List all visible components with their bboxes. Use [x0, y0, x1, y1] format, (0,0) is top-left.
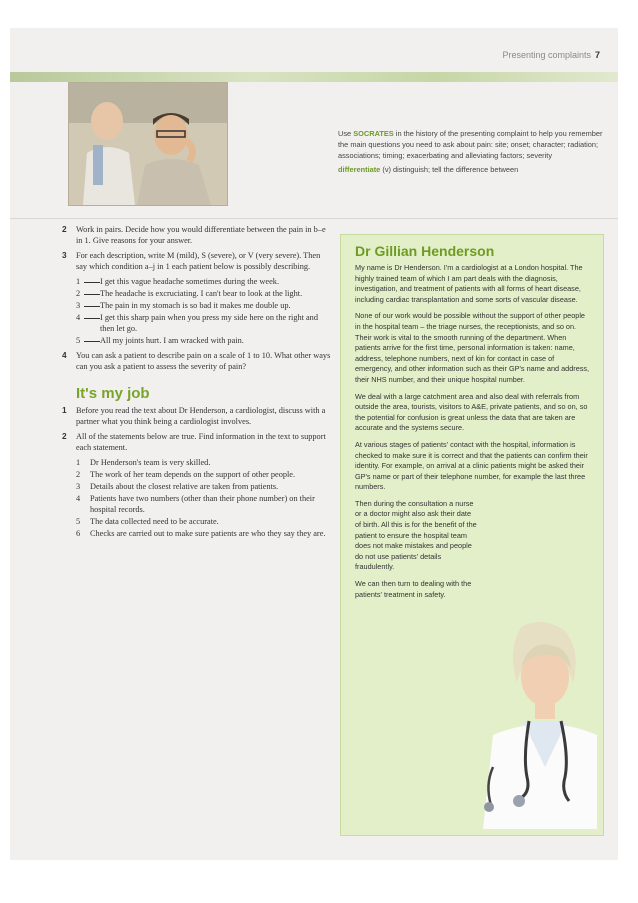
glossary-differentiate: differentiate (v) distinguish; tell the difference between	[338, 165, 519, 174]
profile-box	[340, 234, 604, 836]
list-item: 1 Dr Henderson's team is very skilled.	[76, 458, 211, 467]
list-item: 3 Details about the closest relative are taken from patients.	[76, 482, 279, 491]
list-item: 4 I get this sharp pain when you press my side here on the right and then let go.	[76, 313, 318, 333]
textbook-page	[10, 28, 618, 860]
profile-text	[341, 263, 603, 600]
answer-blank[interactable]	[84, 306, 100, 307]
answer-blank[interactable]	[84, 282, 100, 283]
exercises-column	[62, 224, 332, 543]
socrates-tip: Use SOCRATES in the history of the presenting complaint to help you remember the main questions you need to ask about pain: site; onset; character; radiation; associations; timing; exacerbating and alleviating factors; severity	[338, 129, 603, 160]
statements-list	[62, 457, 332, 539]
list-item: 2 The work of her team depends on the support of other people.	[76, 470, 296, 479]
profile-paragraph: We deal with a large catchment area and also deal with referrals from outside the area, tourists, visitors to A&E, private patients, and so on, so the potential for confusion is great unless the data that are taken are accurate and the systems secure.	[355, 391, 588, 433]
list-item: 5 All my joints hurt. I am wracked with pain.	[76, 336, 244, 345]
profile-name: Dr Gillian Henderson	[355, 243, 495, 259]
profile-paragraph: My name is Dr Henderson. I'm a cardiologist at a London hospital. The highly trained team of which I am part deals with the diagnosis, investigation, and treatment of patients with all forms of heart disease, including cardiac transplantation and some sorts of vascular disease.	[355, 263, 583, 304]
profile-paragraph: We can then turn to dealing with the patients' treatment in safety.	[355, 579, 472, 599]
list-item: 5 The data collected need to be accurate.	[76, 517, 219, 526]
running-head: Presenting complaints 7	[502, 50, 600, 60]
doctor-portrait	[469, 617, 597, 829]
consultation-photo	[68, 82, 228, 206]
exercise-3-items	[62, 276, 332, 346]
answer-blank[interactable]	[84, 341, 100, 342]
header-banner	[10, 72, 618, 82]
list-item: 4 Patients have two numbers (other than their phone number) on their hospital records.	[76, 494, 315, 514]
tip-box	[338, 128, 608, 178]
job-exercise-2: 2 All of the statements below are true. Find information in the text to support each statement.	[62, 431, 326, 452]
exercise-2: 2 Work in pairs. Decide how you would differentiate between the pain in b–e in 1. Give reasons for your answer.	[62, 224, 326, 245]
answer-blank[interactable]	[84, 294, 100, 295]
list-item: 2 The headache is excruciating. I can't bear to look at the light.	[76, 289, 303, 298]
profile-paragraph: None of our work would be possible without the support of other people in the hospital team – the triage nurses, the receptionists, and so on. Their work is vital to the smooth running of the department. When patients arrive for the first time, personal information is taken: name, address, telephone numbers, next of kin for contact in case of emergency, and other information such as their GP's name and address, their NHS number, and their unique hospital number.	[355, 311, 590, 384]
exercise-3: 3 For each description, write M (mild), S (severe), or V (very severe). Then say which condition a–j in 1 each patient below is possibly describing.	[62, 250, 321, 271]
answer-blank[interactable]	[84, 318, 100, 319]
list-item: 3 The pain in my stomach is so bad it makes me double up.	[76, 301, 291, 310]
job-exercise-1: 1 Before you read the text about Dr Henderson, a cardiologist, discuss with a partner what you think being a cardiologist involves.	[62, 405, 326, 426]
profile-paragraph: Then during the consultation a nurse or a doctor might also ask their date of birth. All this is for the benefit of the patient to ensure the hospital team does not make mistakes and people do not use patients' details fraudulently.	[355, 498, 477, 572]
list-item: 6 Checks are carried out to make sure patients are who they say they are.	[76, 529, 326, 538]
list-item: 1 I get this vague headache sometimes during the week.	[76, 277, 280, 286]
section-heading: It's my job	[76, 385, 150, 402]
divider	[10, 218, 618, 219]
exercise-4: 4 You can ask a patient to describe pain on a scale of 1 to 10. What other ways can you ask a patient to assess the severity of pain?	[62, 350, 331, 371]
profile-paragraph: At various stages of patients' contact with the hospital, information is checked to make sure it is correct and that the patients can confirm their identity. For example, on arrival at a clinic patients might be asked their GP's name or part of their telephone number, for example the last three numbers.	[355, 439, 588, 492]
